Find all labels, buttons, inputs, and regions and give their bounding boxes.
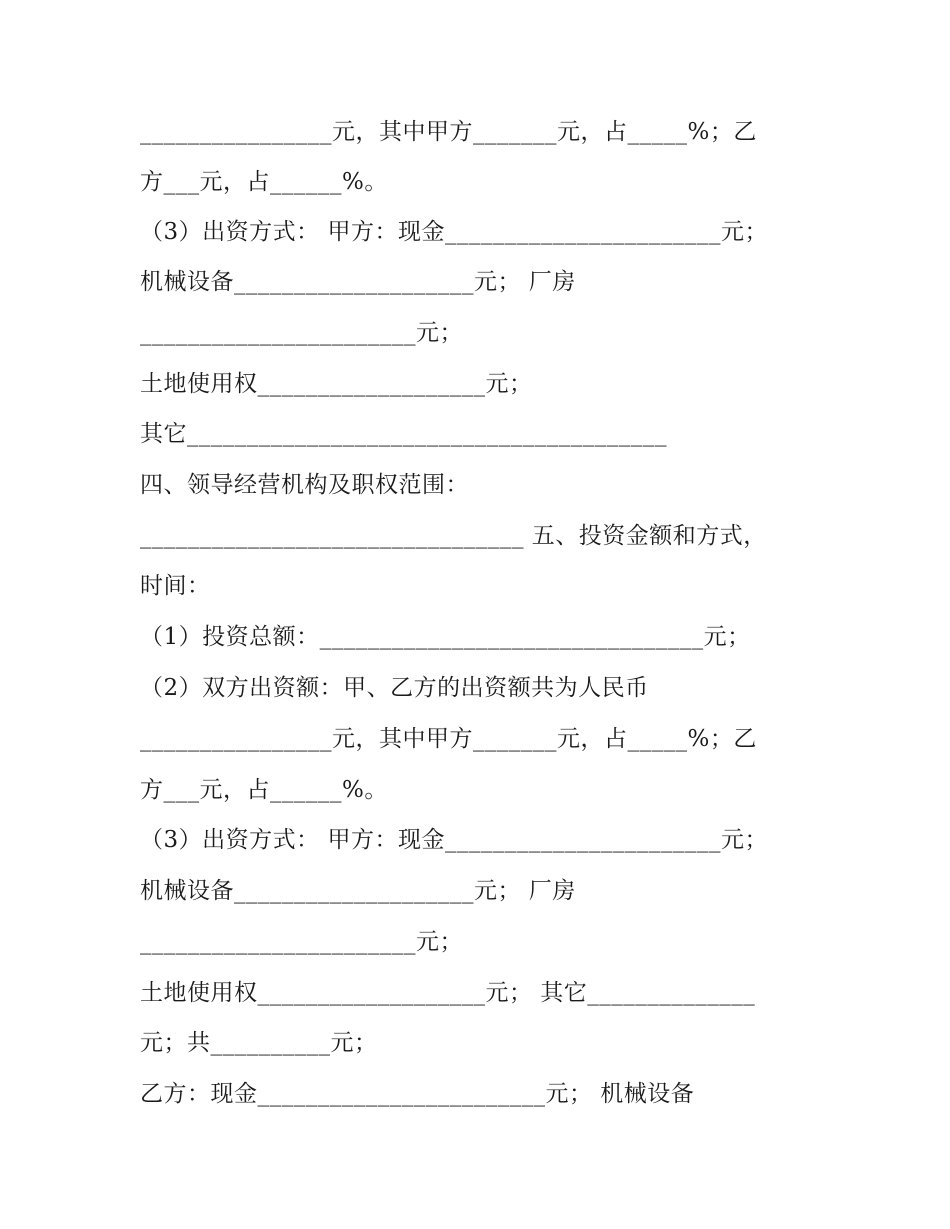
text-line: 时间： [140, 573, 211, 599]
text-line: _______________________元； [140, 929, 463, 955]
text-line: 乙方：现金________________________元； 机械设备 [140, 1081, 695, 1107]
text-line: （3）出资方式： 甲方：现金_______________________元； [140, 219, 768, 245]
text-line: _______________________元； [140, 320, 463, 346]
text-line: 机械设备____________________元； 厂房 [140, 878, 576, 904]
text-line: 其它________________________________________ [140, 421, 667, 447]
text-line: 方___元，占______%。 [140, 777, 388, 803]
text-line: ________________________________ 五、投资金额和方式， [140, 523, 767, 549]
text-line: 土地使用权___________________元； 其它______________ [140, 980, 756, 1006]
text-line: （3）出资方式： 甲方：现金_______________________元； [140, 827, 768, 853]
text-line: 机械设备____________________元； 厂房 [140, 269, 576, 295]
text-line: 土地使用权___________________元； [140, 371, 533, 397]
text-line: 方___元，占______%。 [140, 169, 388, 195]
text-line: 元；共__________元； [140, 1030, 378, 1056]
text-line: （1）投资总额：________________________________元； [140, 624, 751, 650]
text-line: ________________元，其中甲方_______元，占_____%；乙 [140, 119, 757, 145]
text-line: （2）双方出资额：甲、乙方的出资额共为人民币 [140, 675, 649, 701]
text-line: ________________元，其中甲方_______元，占_____%；乙 [140, 726, 757, 752]
section-heading: 四、领导经营机构及职权范围： [140, 472, 469, 498]
